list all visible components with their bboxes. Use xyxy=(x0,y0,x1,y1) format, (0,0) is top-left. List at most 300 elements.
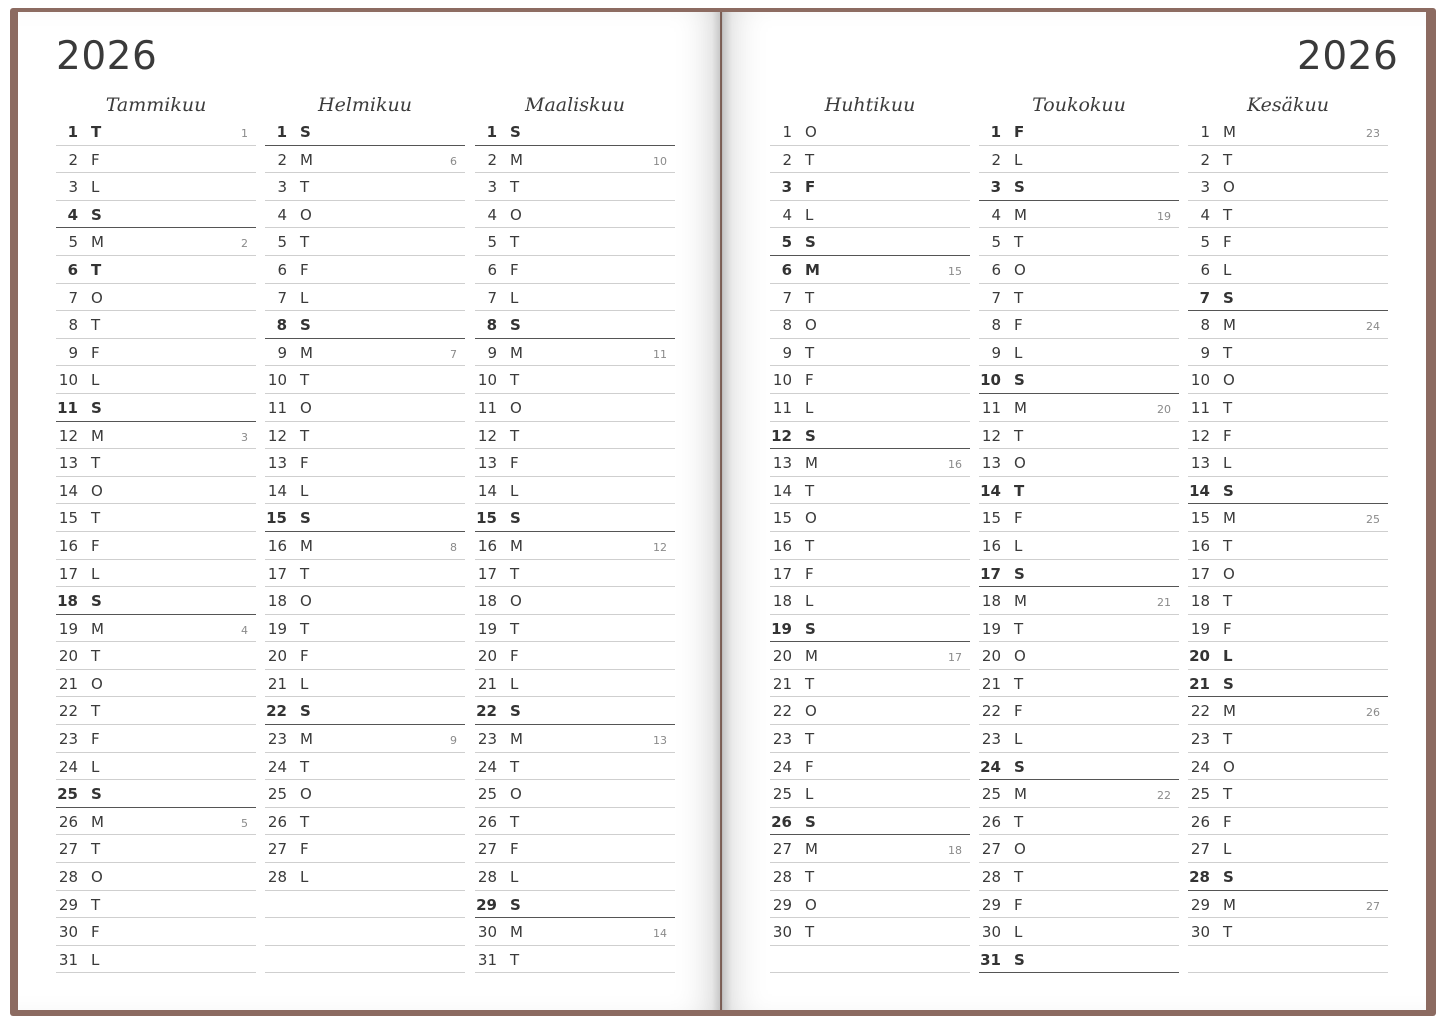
day-number: 6 xyxy=(487,260,497,279)
book-spine xyxy=(712,12,732,1010)
weekday-letter: T xyxy=(510,619,520,638)
week-number: 15 xyxy=(948,264,962,278)
day-number: 10 xyxy=(772,371,792,390)
day-row xyxy=(979,560,1179,588)
day-row xyxy=(265,228,465,256)
weekday-letter: O xyxy=(300,398,312,417)
weekday-letter: F xyxy=(1223,619,1232,638)
day-row xyxy=(770,449,970,477)
weekday-letter: T xyxy=(1014,233,1024,252)
week-number: 10 xyxy=(653,154,667,168)
day-row xyxy=(265,477,465,505)
weekday-letter: T xyxy=(805,730,815,749)
weekday-letter: M xyxy=(300,730,313,749)
weekday-letter: F xyxy=(805,564,814,583)
weekday-letter: T xyxy=(510,233,520,252)
day-number: 30 xyxy=(981,923,1001,942)
day-number: 25 xyxy=(772,785,792,804)
weekday-letter: O xyxy=(300,785,312,804)
day-number: 9 xyxy=(277,343,287,362)
day-number: 18 xyxy=(981,592,1001,611)
empty-row xyxy=(265,946,465,974)
day-row xyxy=(475,339,675,367)
weekday-letter: F xyxy=(300,260,309,279)
day-row xyxy=(979,118,1179,146)
day-number: 16 xyxy=(267,536,287,555)
weekday-letter: T xyxy=(91,316,101,335)
day-number: 24 xyxy=(980,757,1001,776)
day-number: 13 xyxy=(772,454,792,473)
day-row xyxy=(475,697,675,725)
weekday-letter: M xyxy=(510,343,523,362)
day-row xyxy=(979,863,1179,891)
day-number: 30 xyxy=(58,923,78,942)
weekday-letter: L xyxy=(91,757,100,776)
day-row xyxy=(265,201,465,229)
day-number: 24 xyxy=(772,757,792,776)
day-row xyxy=(265,422,465,450)
day-row xyxy=(475,422,675,450)
month-column-january xyxy=(56,94,256,973)
month-column-may xyxy=(979,94,1179,973)
weekday-letter: M xyxy=(510,730,523,749)
day-row xyxy=(770,256,970,284)
weekday-letter: S xyxy=(1223,481,1234,500)
weekday-letter: T xyxy=(1223,536,1233,555)
weekday-letter: T xyxy=(91,647,101,666)
week-number: 11 xyxy=(653,347,667,361)
day-number: 24 xyxy=(477,757,497,776)
day-number: 19 xyxy=(981,619,1001,638)
day-number: 30 xyxy=(1190,923,1210,942)
weekday-letter: L xyxy=(91,371,100,390)
day-number: 4 xyxy=(67,205,78,224)
weekday-letter: T xyxy=(300,233,310,252)
day-number: 14 xyxy=(772,481,792,500)
day-number: 6 xyxy=(781,260,792,279)
weekday-letter: T xyxy=(805,150,815,169)
day-number: 17 xyxy=(477,564,497,583)
empty-row xyxy=(265,891,465,919)
weekday-letter: F xyxy=(510,647,519,666)
weekday-letter: F xyxy=(1223,426,1232,445)
weekday-letter: F xyxy=(300,840,309,859)
weekday-letter: T xyxy=(1223,592,1233,611)
week-number: 7 xyxy=(450,347,457,361)
weekday-letter: L xyxy=(1223,454,1232,473)
day-row xyxy=(56,642,256,670)
day-number: 19 xyxy=(771,619,792,638)
weekday-letter: F xyxy=(1014,123,1025,141)
day-row xyxy=(770,753,970,781)
day-row xyxy=(475,201,675,229)
day-number: 27 xyxy=(58,840,78,859)
day-row xyxy=(475,146,675,174)
day-row xyxy=(265,642,465,670)
weekday-letter: O xyxy=(1223,757,1235,776)
day-row xyxy=(1188,780,1388,808)
day-row xyxy=(475,835,675,863)
day-number: 6 xyxy=(67,260,78,279)
day-number: 26 xyxy=(58,812,78,831)
day-row xyxy=(56,477,256,505)
day-number: 1 xyxy=(67,123,78,141)
weekday-letter: M xyxy=(1223,123,1236,141)
day-row xyxy=(1188,808,1388,836)
day-row xyxy=(56,284,256,312)
weekday-letter: L xyxy=(805,205,814,224)
weekday-letter: L xyxy=(1223,840,1232,859)
weekday-letter: S xyxy=(510,123,521,141)
day-row xyxy=(979,780,1179,808)
day-number: 5 xyxy=(991,233,1001,252)
day-row xyxy=(979,532,1179,560)
day-number: 20 xyxy=(981,647,1001,666)
day-number: 10 xyxy=(1190,371,1210,390)
day-row xyxy=(56,449,256,477)
weekday-letter: T xyxy=(300,564,310,583)
day-row xyxy=(475,587,675,615)
weekday-letter: T xyxy=(510,757,520,776)
day-row xyxy=(1188,891,1388,919)
day-row xyxy=(979,615,1179,643)
weekday-letter: T xyxy=(300,371,310,390)
weekday-letter: M xyxy=(300,536,313,555)
day-number: 1 xyxy=(990,123,1001,141)
weekday-letter: O xyxy=(1223,564,1235,583)
day-number: 11 xyxy=(267,398,287,417)
day-number: 19 xyxy=(1190,619,1210,638)
day-number: 3 xyxy=(68,178,78,197)
month-name: Maaliskuu xyxy=(524,94,625,116)
day-row xyxy=(265,504,465,532)
weekday-letter: O xyxy=(805,895,817,914)
day-row xyxy=(770,228,970,256)
weekday-letter: S xyxy=(510,702,521,721)
weekday-letter: S xyxy=(300,123,311,141)
week-number: 20 xyxy=(1157,402,1171,416)
weekday-letter: M xyxy=(1223,316,1236,335)
day-list xyxy=(1188,118,1388,973)
weekday-letter: T xyxy=(1223,730,1233,749)
day-number: 26 xyxy=(1190,812,1210,831)
week-number: 23 xyxy=(1366,127,1380,140)
day-row xyxy=(265,146,465,174)
day-number: 20 xyxy=(1189,647,1210,666)
day-number: 12 xyxy=(58,426,78,445)
day-number: 21 xyxy=(477,674,497,693)
day-row xyxy=(56,201,256,229)
weekday-letter: T xyxy=(91,509,101,528)
week-number: 2 xyxy=(241,237,248,251)
day-row xyxy=(475,504,675,532)
day-number: 31 xyxy=(58,950,78,969)
day-number: 8 xyxy=(276,316,287,335)
day-row xyxy=(475,228,675,256)
day-number: 2 xyxy=(68,150,78,169)
day-row xyxy=(265,863,465,891)
day-row xyxy=(265,339,465,367)
weekday-letter: L xyxy=(1014,536,1023,555)
day-row xyxy=(979,422,1179,450)
day-row xyxy=(265,697,465,725)
day-row xyxy=(979,946,1179,974)
day-row xyxy=(56,918,256,946)
day-number: 15 xyxy=(1190,509,1210,528)
weekday-letter: M xyxy=(1014,785,1027,804)
day-number: 10 xyxy=(980,371,1001,390)
day-row xyxy=(475,256,675,284)
weekday-letter: L xyxy=(1014,343,1023,362)
weekday-letter: S xyxy=(91,398,102,417)
day-number: 7 xyxy=(487,288,497,307)
weekday-letter: L xyxy=(510,868,519,887)
day-row xyxy=(979,449,1179,477)
weekday-letter: M xyxy=(1014,398,1027,417)
day-row xyxy=(770,366,970,394)
month-column-april xyxy=(770,94,970,973)
day-number: 1 xyxy=(782,123,792,141)
day-row xyxy=(979,339,1179,367)
day-row xyxy=(770,918,970,946)
weekday-letter: M xyxy=(91,619,104,638)
day-row xyxy=(770,394,970,422)
weekday-letter: O xyxy=(510,398,522,417)
day-row xyxy=(265,284,465,312)
day-row xyxy=(1188,697,1388,725)
day-number: 17 xyxy=(58,564,78,583)
day-list xyxy=(770,118,970,973)
day-row xyxy=(770,118,970,146)
weekday-letter: F xyxy=(805,178,816,197)
weekday-letter: S xyxy=(1014,950,1025,969)
weekday-letter: O xyxy=(91,674,103,693)
day-row xyxy=(979,284,1179,312)
day-row xyxy=(979,725,1179,753)
weekday-letter: T xyxy=(91,260,102,279)
day-number: 20 xyxy=(772,647,792,666)
day-row xyxy=(1188,256,1388,284)
weekday-letter: F xyxy=(510,454,519,473)
day-number: 22 xyxy=(981,702,1001,721)
weekday-letter: O xyxy=(510,592,522,611)
day-row xyxy=(56,587,256,615)
day-row xyxy=(1188,642,1388,670)
day-row xyxy=(265,173,465,201)
weekday-letter: O xyxy=(1223,178,1235,197)
weekday-letter: M xyxy=(1223,509,1236,528)
day-row xyxy=(979,753,1179,781)
weekday-letter: L xyxy=(1223,260,1232,279)
day-row xyxy=(1188,311,1388,339)
day-number: 23 xyxy=(981,730,1001,749)
weekday-letter: S xyxy=(1223,674,1234,693)
day-row xyxy=(770,422,970,450)
weekday-letter: L xyxy=(1014,730,1023,749)
day-row xyxy=(770,284,970,312)
day-number: 11 xyxy=(57,398,78,417)
day-list xyxy=(979,118,1179,973)
day-number: 19 xyxy=(267,619,287,638)
weekday-letter: M xyxy=(510,150,523,169)
day-number: 14 xyxy=(980,481,1001,500)
month-column-february xyxy=(265,94,465,973)
day-number: 22 xyxy=(266,702,287,721)
day-row xyxy=(475,863,675,891)
day-row xyxy=(1188,394,1388,422)
weekday-letter: T xyxy=(510,950,520,969)
day-row xyxy=(56,615,256,643)
day-row xyxy=(979,201,1179,229)
day-row xyxy=(770,642,970,670)
day-number: 26 xyxy=(981,812,1001,831)
day-row xyxy=(1188,863,1388,891)
day-number: 3 xyxy=(990,178,1001,197)
day-row xyxy=(979,835,1179,863)
day-number: 25 xyxy=(57,785,78,804)
day-number: 4 xyxy=(487,205,497,224)
day-number: 1 xyxy=(276,123,287,141)
day-number: 28 xyxy=(1189,868,1210,887)
weekday-letter: T xyxy=(805,288,815,307)
day-number: 22 xyxy=(772,702,792,721)
day-number: 4 xyxy=(1200,205,1210,224)
day-row xyxy=(770,146,970,174)
day-row xyxy=(475,615,675,643)
day-row xyxy=(475,532,675,560)
day-row xyxy=(56,173,256,201)
weekday-letter: M xyxy=(91,233,104,252)
weekday-letter: L xyxy=(1014,923,1023,942)
weekday-letter: F xyxy=(91,536,100,555)
day-row xyxy=(56,532,256,560)
day-number: 7 xyxy=(1199,288,1210,307)
weekday-letter: L xyxy=(91,950,100,969)
day-number: 12 xyxy=(771,426,792,445)
day-number: 13 xyxy=(981,454,1001,473)
weekday-letter: S xyxy=(91,785,102,804)
day-row xyxy=(770,311,970,339)
weekday-letter: L xyxy=(805,785,814,804)
weekday-letter: F xyxy=(1223,233,1232,252)
weekday-letter: L xyxy=(91,178,100,197)
weekday-letter: M xyxy=(1223,895,1236,914)
year-heading-right: 2026 xyxy=(1297,34,1399,79)
week-number: 13 xyxy=(653,734,667,748)
weekday-letter: M xyxy=(510,923,523,942)
day-number: 21 xyxy=(1189,674,1210,693)
weekday-letter: F xyxy=(1014,895,1023,914)
weekday-letter: T xyxy=(510,426,520,445)
day-number: 12 xyxy=(267,426,287,445)
weekday-letter: F xyxy=(300,454,309,473)
day-row xyxy=(770,891,970,919)
weekday-letter: O xyxy=(805,509,817,528)
weekday-letter: S xyxy=(805,233,816,252)
day-number: 12 xyxy=(1190,426,1210,445)
day-row xyxy=(770,560,970,588)
weekday-letter: T xyxy=(91,702,101,721)
weekday-letter: L xyxy=(510,288,519,307)
day-number: 5 xyxy=(277,233,287,252)
day-row xyxy=(770,670,970,698)
weekday-letter: L xyxy=(300,868,309,887)
day-number: 4 xyxy=(991,205,1001,224)
day-row xyxy=(475,808,675,836)
weekday-letter: T xyxy=(805,481,815,500)
weekday-letter: T xyxy=(1223,923,1233,942)
week-number: 26 xyxy=(1366,706,1380,720)
day-row xyxy=(265,560,465,588)
weekday-letter: O xyxy=(1014,260,1026,279)
day-number: 18 xyxy=(1190,592,1210,611)
day-row xyxy=(770,697,970,725)
day-row xyxy=(1188,118,1388,146)
weekday-letter: T xyxy=(300,426,310,445)
day-row xyxy=(979,256,1179,284)
day-row xyxy=(770,780,970,808)
weekday-letter: M xyxy=(300,343,313,362)
weekday-letter: S xyxy=(1223,288,1234,307)
weekday-letter: O xyxy=(510,785,522,804)
month-column-june xyxy=(1188,94,1388,973)
day-number: 26 xyxy=(771,812,792,831)
day-row xyxy=(475,366,675,394)
day-row xyxy=(265,725,465,753)
day-row xyxy=(1188,339,1388,367)
week-number: 25 xyxy=(1366,513,1380,527)
day-number: 7 xyxy=(68,288,78,307)
day-number: 8 xyxy=(68,316,78,335)
day-row xyxy=(265,835,465,863)
week-number: 4 xyxy=(241,623,248,637)
weekday-letter: O xyxy=(805,702,817,721)
weekday-letter: O xyxy=(510,205,522,224)
day-number: 16 xyxy=(58,536,78,555)
day-row xyxy=(1188,532,1388,560)
day-row xyxy=(475,118,675,146)
day-number: 17 xyxy=(267,564,287,583)
weekday-letter: M xyxy=(1014,205,1027,224)
weekday-letter: F xyxy=(91,923,100,942)
day-number: 14 xyxy=(477,481,497,500)
empty-row xyxy=(265,918,465,946)
day-number: 25 xyxy=(1190,785,1210,804)
weekday-letter: T xyxy=(805,868,815,887)
weekday-letter: T xyxy=(1014,674,1024,693)
day-number: 1 xyxy=(486,123,497,141)
day-number: 24 xyxy=(58,757,78,776)
weekday-letter: O xyxy=(91,288,103,307)
day-row xyxy=(1188,670,1388,698)
day-number: 5 xyxy=(68,233,78,252)
weekday-letter: T xyxy=(805,674,815,693)
weekday-letter: S xyxy=(510,316,521,335)
weekday-letter: F xyxy=(91,730,100,749)
day-row xyxy=(265,394,465,422)
weekday-letter: O xyxy=(300,205,312,224)
day-number: 23 xyxy=(772,730,792,749)
weekday-letter: F xyxy=(91,150,100,169)
day-row xyxy=(56,946,256,974)
day-row xyxy=(265,753,465,781)
day-row xyxy=(265,311,465,339)
weekday-letter: F xyxy=(1014,509,1023,528)
weekday-letter: O xyxy=(300,592,312,611)
day-row xyxy=(56,422,256,450)
week-number: 16 xyxy=(948,458,962,472)
day-row xyxy=(979,504,1179,532)
